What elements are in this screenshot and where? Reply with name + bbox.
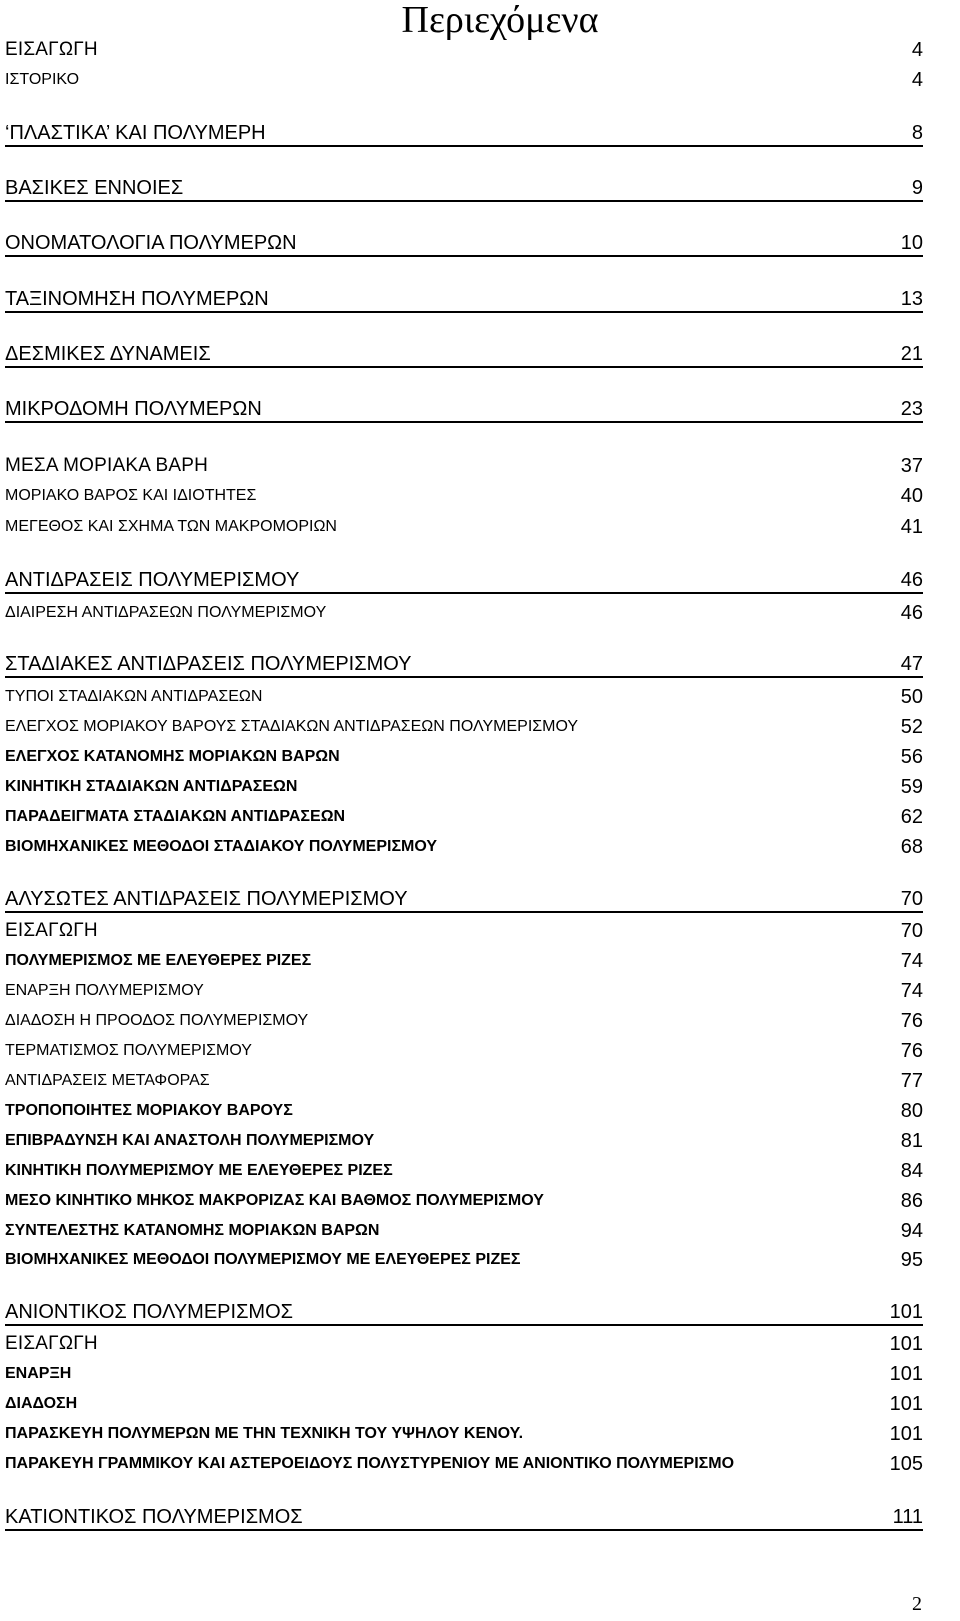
toc-entry-page: 47 bbox=[900, 653, 923, 675]
toc-entry[interactable] bbox=[5, 342, 923, 368]
toc-entry-page: 101 bbox=[889, 1333, 923, 1355]
toc-entry[interactable] bbox=[5, 1067, 923, 1093]
toc-entry-title: ΜΕΣΑ ΜΟΡΙΑΚΑ ΒΑΡΗ bbox=[5, 455, 209, 476]
toc-entry-title: ΒΙΟΜΗΧΑΝΙΚΕΣ ΜΕΘΟΔΟΙ ΠΟΛΥΜΕΡΙΣΜΟΥ ΜΕ ΕΛΕΥΘΕΡΕΣ ΡΙΖΕΣ bbox=[5, 1251, 521, 1268]
toc-entry[interactable] bbox=[5, 887, 923, 913]
toc-entry-title: ΜΕΣΟ ΚΙΝΗΤΙΚΟ ΜΗΚΟΣ ΜΑΚΡΟΡΙΖΑΣ ΚΑΙ ΒΑΘΜΟΣ ΠΟΛΥΜΕΡΙΣΜΟΥ bbox=[5, 1192, 544, 1209]
toc-entry[interactable] bbox=[5, 231, 923, 257]
toc-entry[interactable] bbox=[5, 1157, 923, 1183]
toc-entry[interactable] bbox=[5, 947, 923, 973]
toc-entry-title: ΔΙΑΙΡΕΣΗ ΑΝΤΙΔΡΑΣΕΩΝ ΠΟΛΥΜΕΡΙΣΜΟΥ bbox=[5, 604, 327, 621]
toc-entry-page: 101 bbox=[889, 1393, 923, 1415]
toc-entry-page: 70 bbox=[900, 920, 923, 942]
toc-entry-page: 86 bbox=[900, 1190, 923, 1212]
toc-entry[interactable] bbox=[5, 652, 923, 678]
toc-entry-page: 101 bbox=[889, 1301, 923, 1323]
toc-entry-page: 94 bbox=[900, 1220, 923, 1242]
toc-entry[interactable] bbox=[5, 1330, 923, 1356]
toc-entry-title: ΕΛΕΓΧΟΣ ΜΟΡΙΑΚΟΥ ΒΑΡΟΥΣ ΣΤΑΔΙΑΚΩΝ ΑΝΤΙΔΡΑΣΕΩΝ ΠΟΛΥΜΕΡΙΣΜΟΥ bbox=[5, 718, 579, 735]
toc-entry-page: 76 bbox=[900, 1010, 923, 1032]
toc-entry-title: ΕΙΣΑΓΩΓΗ bbox=[5, 1333, 98, 1354]
toc-entry-title: ΜΙΚΡΟΔΟΜΗ ΠΟΛΥΜΕΡΩΝ bbox=[5, 398, 262, 420]
toc-entry[interactable] bbox=[5, 833, 923, 859]
toc-entry-title: ΕΙΣΑΓΩΓΗ bbox=[5, 920, 98, 941]
toc-entry-title: ΚΙΝΗΤΙΚΗ ΣΤΑΔΙΑΚΩΝ ΑΝΤΙΔΡΑΣΕΩΝ bbox=[5, 778, 298, 795]
toc-entry[interactable] bbox=[5, 513, 923, 539]
toc-entry[interactable] bbox=[5, 1246, 923, 1272]
toc-entry-title: ΣΥΝΤΕΛΕΣΤΗΣ ΚΑΤΑΝΟΜΗΣ ΜΟΡΙΑΚΩΝ ΒΑΡΩΝ bbox=[5, 1222, 380, 1239]
toc-entry-title: ΤΕΡΜΑΤΙΣΜΟΣ ΠΟΛΥΜΕΡΙΣΜΟΥ bbox=[5, 1042, 252, 1059]
toc-entry[interactable] bbox=[5, 1360, 923, 1386]
toc-entry-page: 9 bbox=[911, 177, 923, 199]
toc-entry-page: 10 bbox=[900, 232, 923, 254]
toc-entry-page: 105 bbox=[889, 1453, 923, 1475]
toc-entry[interactable] bbox=[5, 287, 923, 313]
toc-entry-title: ΒΑΣΙΚΕΣ ΕΝΝΟΙΕΣ bbox=[5, 177, 184, 199]
toc-entry-title: ΤΥΠΟΙ ΣΤΑΔΙΑΚΩΝ ΑΝΤΙΔΡΑΣΕΩΝ bbox=[5, 688, 263, 705]
toc-entry[interactable] bbox=[5, 1420, 923, 1446]
page-number: 2 bbox=[912, 1593, 922, 1615]
toc-entry-page: 40 bbox=[900, 485, 923, 507]
toc-entry-page: 46 bbox=[900, 602, 923, 624]
toc-entry-title: ΣΤΑΔΙΑΚΕΣ ΑΝΤΙΔΡΑΣΕΙΣ ΠΟΛΥΜΕΡΙΣΜΟΥ bbox=[5, 653, 412, 675]
toc-entry-page: 37 bbox=[900, 455, 923, 477]
toc-entry-page: 101 bbox=[889, 1363, 923, 1385]
toc-entry-title: ΔΙΑΔΟΣΗ Η ΠΡΟΟΔΟΣ ΠΟΛΥΜΕΡΙΣΜΟΥ bbox=[5, 1012, 309, 1029]
toc-entry-title: ΚΙΝΗΤΙΚΗ ΠΟΛΥΜΕΡΙΣΜΟΥ ΜΕ ΕΛΕΥΘΕΡΕΣ ΡΙΖΕΣ bbox=[5, 1162, 393, 1179]
toc-entry[interactable] bbox=[5, 1097, 923, 1123]
toc-entry-title: ‘ΠΛΑΣΤΙΚΑ’ ΚΑΙ ΠΟΛΥΜΕΡΗ bbox=[5, 122, 266, 144]
toc-entry-page: 21 bbox=[900, 343, 923, 365]
toc-entry[interactable] bbox=[5, 568, 923, 594]
toc-entry-title: ΙΣΤΟΡΙΚΟ bbox=[5, 71, 80, 88]
toc-entry-title: ΕΙΣΑΓΩΓΗ bbox=[5, 39, 98, 60]
toc-entry-page: 74 bbox=[900, 950, 923, 972]
toc-entry-page: 8 bbox=[911, 122, 923, 144]
toc-entry-page: 76 bbox=[900, 1040, 923, 1062]
toc-entry-page: 56 bbox=[900, 746, 923, 768]
toc-entry[interactable] bbox=[5, 482, 923, 508]
toc-entry-title: ΜΕΓΕΘΟΣ ΚΑΙ ΣΧΗΜΑ ΤΩΝ ΜΑΚΡΟΜΟΡΙΩΝ bbox=[5, 518, 337, 535]
toc-entry-page: 41 bbox=[900, 516, 923, 538]
toc-entry-page: 13 bbox=[900, 288, 923, 310]
toc-entry[interactable] bbox=[5, 1450, 923, 1476]
toc-entry-page: 68 bbox=[900, 836, 923, 858]
toc-entry-page: 70 bbox=[900, 888, 923, 910]
toc-entry-title: ΑΝΙΟΝΤΙΚΟΣ ΠΟΛΥΜΕΡΙΣΜΟΣ bbox=[5, 1301, 294, 1323]
toc-entry-title: ΠΑΡΑΣΚΕΥΗ ΠΟΛΥΜΕΡΩΝ ΜΕ ΤΗΝ ΤΕΧΝΙΚΗ ΤΟΥ ΥΨΗΛΟΥ ΚΕΝΟΥ. bbox=[5, 1425, 524, 1442]
toc-entry[interactable] bbox=[5, 1127, 923, 1153]
toc-entry[interactable] bbox=[5, 36, 923, 62]
toc-entry[interactable] bbox=[5, 977, 923, 1003]
toc-entry[interactable] bbox=[5, 1505, 923, 1531]
toc-entry-page: 4 bbox=[911, 69, 923, 91]
toc-entry[interactable] bbox=[5, 599, 923, 625]
toc-entry-title: ΔΙΑΔΟΣΗ bbox=[5, 1395, 78, 1412]
toc-entry[interactable] bbox=[5, 743, 923, 769]
toc-entry-page: 46 bbox=[900, 569, 923, 591]
toc-entry-title: ΔΕΣΜΙΚΕΣ ΔΥΝΑΜΕΙΣ bbox=[5, 343, 211, 365]
toc-entry-title: ΤΡΟΠΟΠΟΙΗΤΕΣ ΜΟΡΙΑΚΟΥ ΒΑΡΟΥΣ bbox=[5, 1102, 293, 1119]
toc-entry-title: ΜΟΡΙΑΚΟ ΒΑΡΟΣ ΚΑΙ ΙΔΙΟΤΗΤΕΣ bbox=[5, 487, 257, 504]
toc-entry-title: ΕΛΕΓΧΟΣ ΚΑΤΑΝΟΜΗΣ ΜΟΡΙΑΚΩΝ ΒΑΡΩΝ bbox=[5, 748, 340, 765]
toc-entry-title: ΑΝΤΙΔΡΑΣΕΙΣ ΠΟΛΥΜΕΡΙΣΜΟΥ bbox=[5, 569, 300, 591]
toc-entry-page: 77 bbox=[900, 1070, 923, 1092]
toc-entry-title: ΚΑΤΙΟΝΤΙΚΟΣ ΠΟΛΥΜΕΡΙΣΜΟΣ bbox=[5, 1506, 303, 1528]
toc-entry-title: ΕΝΑΡΞΗ ΠΟΛΥΜΕΡΙΣΜΟΥ bbox=[5, 982, 204, 999]
toc-entry-title: ΕΝΑΡΞΗ bbox=[5, 1365, 72, 1382]
toc-entry-title: ΟΝΟΜΑΤΟΛΟΓΙΑ ΠΟΛΥΜΕΡΩΝ bbox=[5, 232, 297, 254]
toc-entry-page: 4 bbox=[911, 39, 923, 61]
toc-entry[interactable] bbox=[5, 803, 923, 829]
toc-entry-page: 62 bbox=[900, 806, 923, 828]
toc-entry-title: ΑΛΥΣΩΤΕΣ ΑΝΤΙΔΡΑΣΕΙΣ ΠΟΛΥΜΕΡΙΣΜΟΥ bbox=[5, 888, 408, 910]
toc-entry-page: 52 bbox=[900, 716, 923, 738]
toc-entry[interactable] bbox=[5, 1217, 923, 1243]
toc-entry[interactable] bbox=[5, 1007, 923, 1033]
toc-entry[interactable] bbox=[5, 917, 923, 943]
toc-entry-page: 23 bbox=[900, 398, 923, 420]
toc-entry[interactable] bbox=[5, 1300, 923, 1326]
toc-entry[interactable] bbox=[5, 397, 923, 423]
toc-entry-page: 95 bbox=[900, 1249, 923, 1271]
toc-entry-title: ΠΟΛΥΜΕΡΙΣΜΟΣ ΜΕ ΕΛΕΥΘΕΡΕΣ ΡΙΖΕΣ bbox=[5, 952, 312, 969]
toc-entry-page: 80 bbox=[900, 1100, 923, 1122]
toc-entry-page: 50 bbox=[900, 686, 923, 708]
toc-entry[interactable] bbox=[5, 773, 923, 799]
toc-entry-page: 59 bbox=[900, 776, 923, 798]
toc-entry[interactable] bbox=[5, 121, 923, 147]
toc-entry-page: 111 bbox=[892, 1506, 923, 1528]
toc-entry-page: 101 bbox=[889, 1423, 923, 1445]
toc-entry[interactable] bbox=[5, 66, 923, 92]
toc-entry[interactable] bbox=[5, 683, 923, 709]
toc-entry-page: 74 bbox=[900, 980, 923, 1002]
toc-entry-title: ΕΠΙΒΡΑΔΥΝΣΗ ΚΑΙ ΑΝΑΣΤΟΛΗ ΠΟΛΥΜΕΡΙΣΜΟΥ bbox=[5, 1132, 375, 1149]
toc-entry-title: ΤΑΞΙΝΟΜΗΣΗ ΠΟΛΥΜΕΡΩΝ bbox=[5, 288, 269, 310]
toc-entry[interactable] bbox=[5, 1390, 923, 1416]
toc-entry[interactable] bbox=[5, 713, 923, 739]
toc-entry[interactable] bbox=[5, 176, 923, 202]
toc-entry[interactable] bbox=[5, 1037, 923, 1063]
toc-entry-page: 81 bbox=[900, 1130, 923, 1152]
toc-entry-page: 84 bbox=[900, 1160, 923, 1182]
toc-entry-title: ΑΝΤΙΔΡΑΣΕΙΣ ΜΕΤΑΦΟΡΑΣ bbox=[5, 1072, 210, 1089]
toc-entry-title: ΠΑΡΑΚΕΥΗ ΓΡΑΜΜΙΚΟΥ ΚΑΙ ΑΣΤΕΡΟΕΙΔΟΥΣ ΠΟΛΥΣΤΥΡΕΝΙΟΥ ΜΕ ΑΝΙΟΝΤΙΚΟ ΠΟΛΥΜΕΡΙΣΜΟ bbox=[5, 1455, 735, 1472]
page-title: Περιεχόμενα bbox=[401, 0, 599, 41]
toc-entry[interactable] bbox=[5, 1187, 923, 1213]
toc-entry-title: ΒΙΟΜΗΧΑΝΙΚΕΣ ΜΕΘΟΔΟΙ ΣΤΑΔΙΑΚΟΥ ΠΟΛΥΜΕΡΙΣΜΟΥ bbox=[5, 838, 438, 855]
toc-entry-title: ΠΑΡΑΔΕΙΓΜΑΤΑ ΣΤΑΔΙΑΚΩΝ ΑΝΤΙΔΡΑΣΕΩΝ bbox=[5, 808, 346, 825]
toc-entry[interactable] bbox=[5, 452, 923, 478]
